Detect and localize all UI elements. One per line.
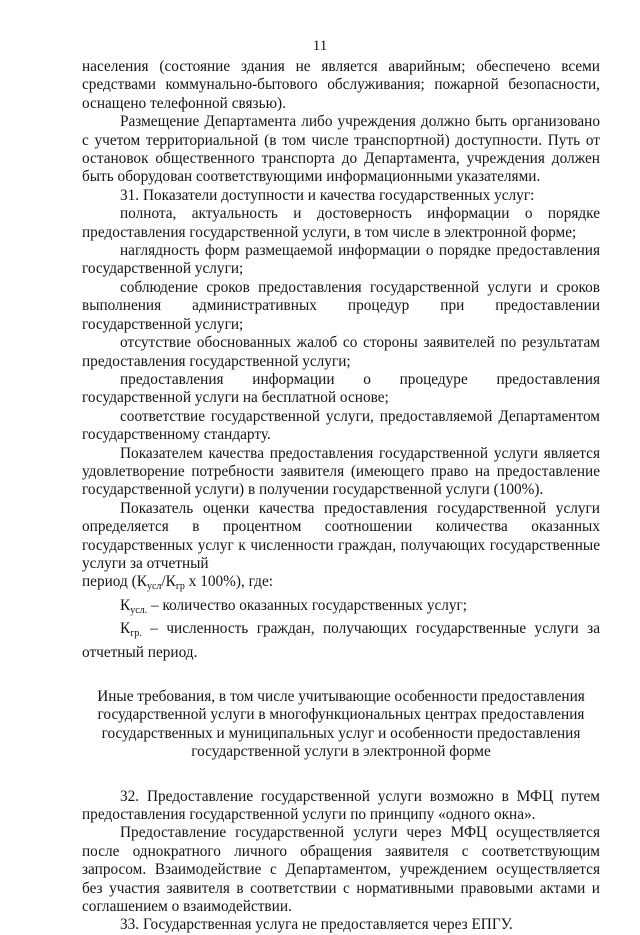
document-body — [82, 58, 600, 935]
definition-k-gr: $К_{гр.}$ – численность граждан, получающих государственные услуги за отчетный период. — [82, 620, 600, 661]
paragraph: Показатель оценки качества предоставления государственной услуги определяется в процентном соотношении количества оказанных государственных услуг к численности граждан, получающих государственные услуги за отчетный — [82, 499, 600, 572]
section-32-title: 32. Предоставление государственной услуги возможно в МФЦ путем предоставления государственной услуги по принципу «одного окна». — [82, 787, 600, 824]
list-item: отсутствие обоснованных жалоб со стороны заявителей по результатам предоставления государственной услуги; — [82, 334, 600, 370]
definition-k-usl: $К_{усл.}$ – количество оказанных государственных услуг; — [120, 596, 468, 616]
section-31-title: 31. Показатели доступности и качества государственных услуг: — [120, 186, 535, 204]
paragraph: Размещение Департамента либо учреждения должно быть организовано с учетом территориальной (в том числе транспортной) доступности. Путь от остановок общественного транспорта до Департамента, учреждения должен быть оборудован соответствующими информационными указателями. — [82, 113, 600, 186]
paragraph: Предоставление государственной услуги через МФЦ осуществляется после однократного личного обращения заявителя с соответствующим запросом. Взаимодействие с Департаментом, учреждением осуществляется без участия заявителя в соответствии с нормативными правовыми актами и соглашением о взаимодействии. — [82, 824, 600, 916]
paragraph: Показателем качества предоставления государственной услуги является удовлетворение потребности заявителя (имеющего право на предоставление государственной услуги) в получении государственной услуги (100%). — [82, 444, 600, 499]
section-33-title: 33. Государственная услуга не предоставляется через ЕПГУ. — [120, 916, 513, 934]
list-item: соблюдение сроков предоставления государственной услуги и сроков выполнения административных процедур при предоставлении государственной услуги; — [82, 278, 600, 333]
section-heading: Иные требования, в том числе учитывающие особенности предоставления государственной услуги в многофункциональных центрах предоставления государственных и муниципальных услуг и особенности предоставления государственной услуги в электронной форме — [97, 688, 585, 761]
list-item: полнота, актуальность и достоверность информации о порядке предоставления государственной услуги, в том числе в электронной форме; — [82, 205, 600, 241]
page-number: 11 — [312, 38, 328, 54]
formula-line: период ($К_{усл}/К_{гр}$ х 100%), где: — [82, 573, 273, 593]
list-item: предоставления информации о процедуре предоставления государственной услуги на бесплатной основе; — [82, 370, 600, 407]
list-item: соответствие государственной услуги, предоставляемой Департаментом государственному стандарту. — [82, 407, 600, 444]
paragraph: населения (состояние здания не является аварийным; обеспечено всеми средствами коммунально-бытового обслуживания; пожарной безопасности, оснащено телефонной связью). — [82, 58, 600, 112]
list-item: наглядность форм размещаемой информации о порядке предоставления государственной услуги; — [82, 242, 600, 278]
